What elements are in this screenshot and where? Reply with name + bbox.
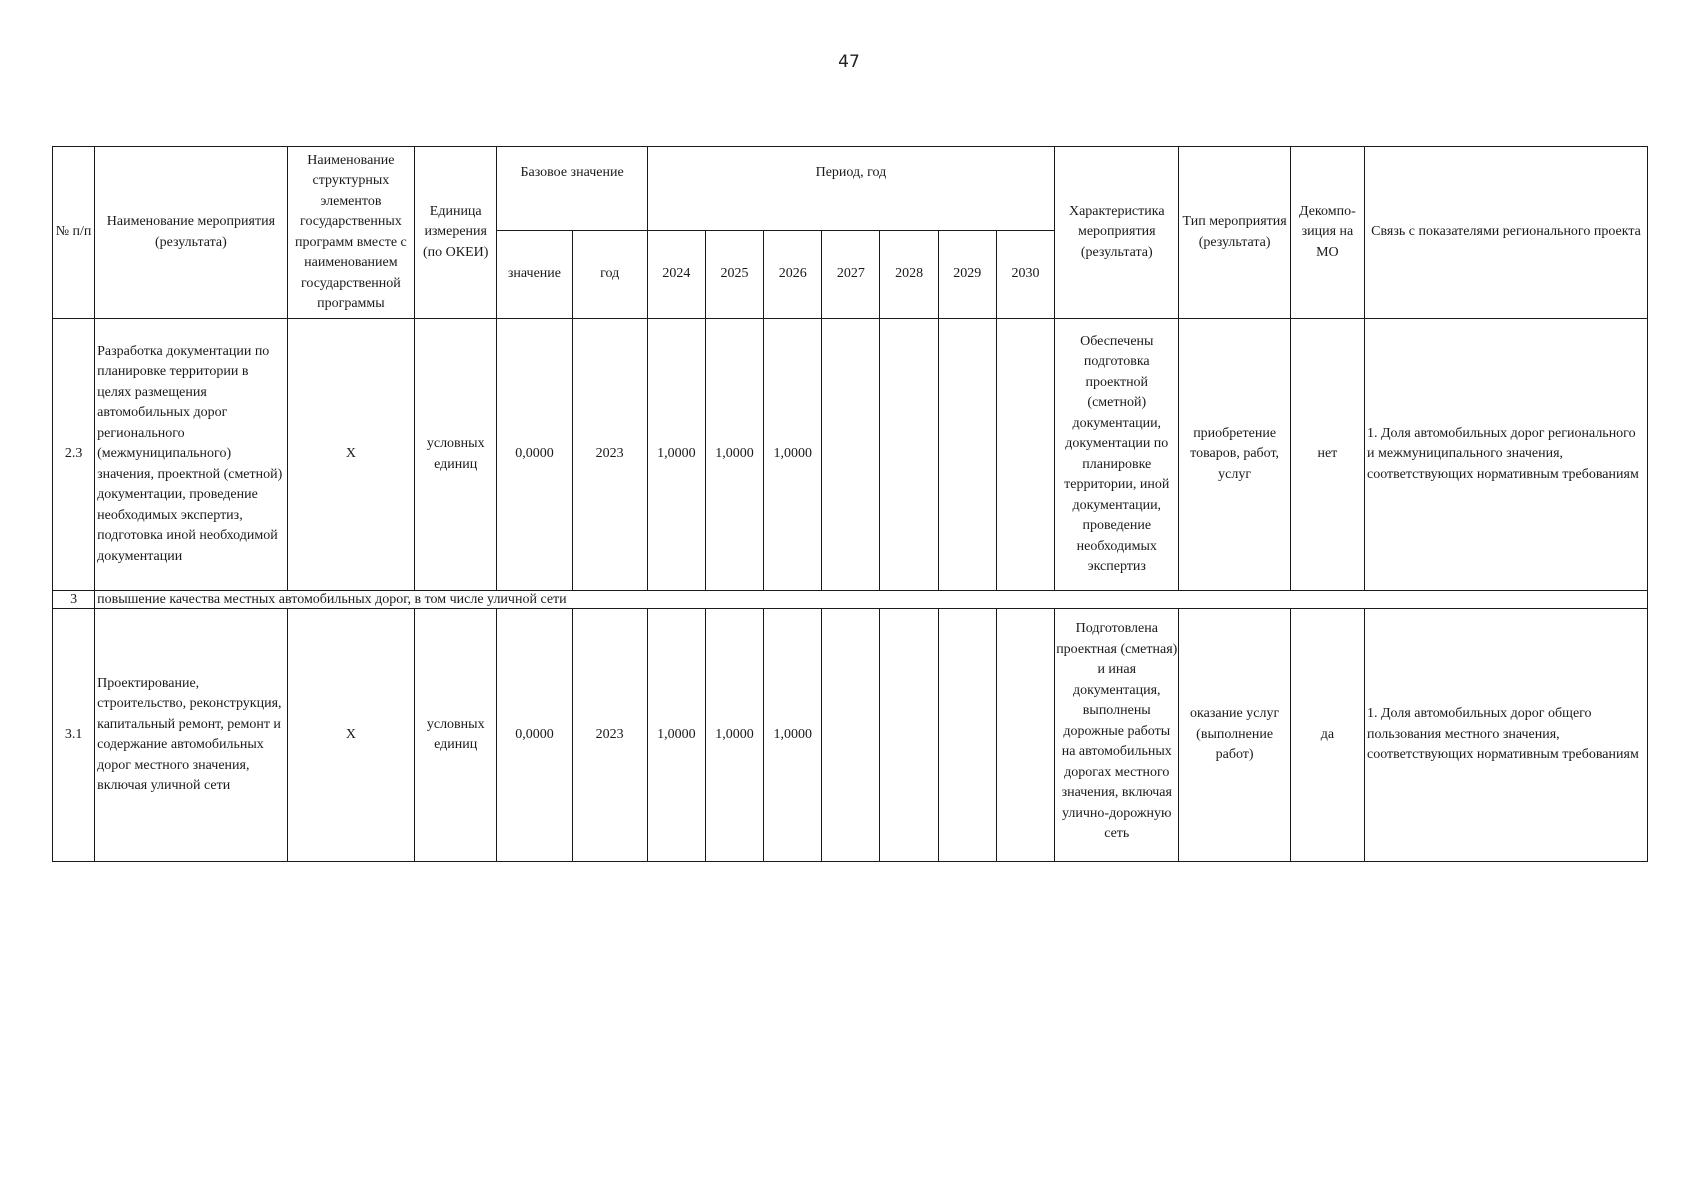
cell-2026: 1,0000	[764, 609, 822, 862]
col-header-base: Базовое значение	[497, 147, 647, 231]
col-header-name: Наименование мероприятия (результата)	[95, 147, 288, 319]
cell-2030	[996, 609, 1054, 862]
cell-base-year: 2023	[572, 609, 647, 862]
col-header-year-2029: 2029	[938, 231, 996, 319]
cell-unit: условных единиц	[415, 609, 497, 862]
cell-characteristic: Обеспечены подготовка проектной (сметной) документации, документации по планировке территории, иной документации, проведение необходимых экспертиз	[1055, 319, 1179, 591]
cell-num: 3.1	[53, 609, 95, 862]
col-header-link: Связь с показателями регионального проекта	[1365, 147, 1648, 319]
col-header-year-2026: 2026	[764, 231, 822, 319]
cell-characteristic-wrap	[1055, 609, 1179, 862]
header-row-1	[53, 147, 1648, 231]
section-title: повышение качества местных автомобильных дорог, в том числе уличной сети	[95, 591, 1648, 609]
cell-structural: Х	[287, 609, 414, 862]
table-row	[53, 319, 1648, 591]
cell-2025: 1,0000	[705, 319, 763, 591]
cell-link: 1. Доля автомобильных дорог регионального и межмуниципального значения, соответствующих нормативным требованиям	[1365, 319, 1648, 591]
col-header-year-2030: 2030	[996, 231, 1054, 319]
cell-base-year: 2023	[572, 319, 647, 591]
section-row	[53, 591, 1648, 609]
cell-name: Проектирование, строительство, реконструкция, капитальный ремонт, ремонт и содержание автомобильных дорог местного значения, включая уличной сети	[95, 609, 288, 862]
cell-link: 1. Доля автомобильных дорог общего пользования местного значения, соответствующих нормативным требованиям	[1365, 609, 1648, 862]
cell-structural: Х	[287, 319, 414, 591]
col-header-structural: Наименование структурных элементов государственных программ вместе с наименованием государственной программы	[287, 147, 414, 319]
col-header-base-year: год	[572, 231, 647, 319]
cell-unit: условных единиц	[415, 319, 497, 591]
cell-2027	[822, 319, 880, 591]
cell-type: оказание услуг (выполнение работ)	[1179, 609, 1290, 862]
col-header-year-2024: 2024	[647, 231, 705, 319]
cell-num: 3	[53, 591, 95, 609]
col-header-year-2028: 2028	[880, 231, 938, 319]
col-header-unit: Единица измерения (по ОКЕИ)	[415, 147, 497, 319]
cell-name: Разработка документации по планировке территории в целях размещения автомобильных дорог регионального (межмуниципального) значения, проектной (сметной) документации, проведение необходимых экспертиз, подготовка иной необходимой документации	[95, 319, 288, 591]
cell-base-value: 0,0000	[497, 319, 572, 591]
table-row	[53, 609, 1648, 862]
characteristic-clip	[1056, 610, 1177, 861]
cell-2028	[880, 319, 938, 591]
col-header-period: Период, год	[647, 147, 1054, 231]
cell-2024: 1,0000	[647, 609, 705, 862]
cell-2026: 1,0000	[764, 319, 822, 591]
cell-2025: 1,0000	[705, 609, 763, 862]
col-header-type: Тип мероприятия (результата)	[1179, 147, 1290, 319]
col-header-num: № п/п	[53, 147, 95, 319]
col-header-characteristic: Характеристика мероприятия (результата)	[1055, 147, 1179, 319]
cell-num: 2.3	[53, 319, 95, 591]
page-number: 47	[838, 52, 860, 72]
cell-characteristic: Подготовлена проектная (сметная) и иная документация, выполнены дорожные работы на автомобильных дорогах местного значения, включая улично-дорожную сеть	[1056, 621, 1178, 842]
cell-2030	[996, 319, 1054, 591]
cell-decomposition: да	[1290, 609, 1364, 862]
cell-base-value: 0,0000	[497, 609, 572, 862]
cell-2029	[938, 319, 996, 591]
cell-2029	[938, 609, 996, 862]
col-header-year-2025: 2025	[705, 231, 763, 319]
cell-2027	[822, 609, 880, 862]
activities-table	[52, 146, 1648, 862]
cell-2024: 1,0000	[647, 319, 705, 591]
col-header-decomposition: Декомпо-зиция на МО	[1290, 147, 1364, 319]
col-header-year-2027: 2027	[822, 231, 880, 319]
col-header-base-value: значение	[497, 231, 572, 319]
cell-type: приобретение товаров, работ, услуг	[1179, 319, 1290, 591]
cell-2028	[880, 609, 938, 862]
cell-decomposition: нет	[1290, 319, 1364, 591]
